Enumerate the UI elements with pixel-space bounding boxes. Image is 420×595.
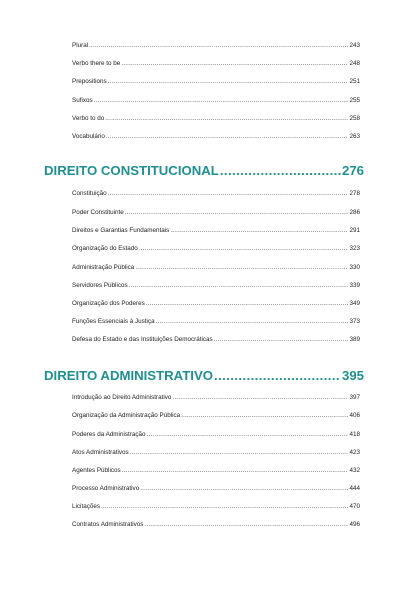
toc-entry[interactable] [72, 410, 360, 420]
toc-entry[interactable] [72, 392, 360, 402]
toc-entry-verbo-there-to-be[interactable] [72, 58, 360, 68]
toc-entry[interactable] [72, 262, 360, 272]
toc-entry-page: 251 [349, 78, 360, 85]
toc-entry-label: Organização do Estado [72, 245, 138, 252]
toc-entry-page: 263 [349, 133, 360, 140]
dot-leader [125, 209, 349, 217]
section-page: 276 [341, 163, 364, 178]
toc-entry[interactable] [72, 188, 360, 198]
toc-entry-page: 418 [349, 431, 360, 438]
toc-entry-page: 470 [349, 503, 360, 510]
dot-leader [105, 115, 348, 123]
dot-leader [156, 318, 349, 326]
toc-entry-label: Organização dos Poderes [72, 300, 145, 307]
dot-leader [146, 300, 349, 308]
toc-entry-verbo-to-do[interactable] [72, 113, 360, 123]
section-heading-constitucional[interactable] [44, 161, 364, 179]
toc-entry-label: Poderes da Administração [72, 431, 146, 438]
toc-entry-label: Sufixos [72, 97, 93, 104]
dot-leader [108, 190, 349, 198]
toc-entry-page: 258 [349, 115, 360, 122]
dot-leader [214, 368, 341, 384]
dot-leader [106, 133, 349, 141]
toc-entry-page: 323 [349, 245, 360, 252]
dot-leader [130, 449, 349, 457]
dot-leader [144, 521, 348, 529]
toc-entry-label: Administração Pública [72, 264, 135, 271]
toc-entry-page: 373 [349, 318, 360, 325]
toc-entry[interactable] [72, 429, 360, 439]
toc-entry-label: Processo Administrativo [72, 485, 140, 492]
dot-leader [101, 503, 348, 511]
toc-entry-page: 243 [349, 42, 360, 49]
toc-entry-label: Licitações [72, 503, 101, 510]
toc-entry-label: Prepositions [72, 78, 107, 85]
section-heading-administrativo[interactable] [44, 366, 364, 384]
toc-entry-label: Funções Essenciais à Justiça [72, 318, 155, 325]
toc-entry-page: 423 [349, 449, 360, 456]
toc-entry-page: 248 [349, 60, 360, 67]
dot-leader [147, 431, 349, 439]
dot-leader [139, 245, 349, 253]
section-title: DIREITO CONSTITUCIONAL [44, 163, 219, 178]
dot-leader [140, 485, 348, 493]
dot-leader [220, 163, 341, 179]
toc-entry-page: 349 [349, 300, 360, 307]
dot-leader [129, 282, 349, 290]
toc-entry[interactable] [72, 298, 360, 308]
toc-entry-label: Vocabulário [72, 133, 105, 140]
toc-entry-page: 389 [349, 336, 360, 343]
toc-entry-label: Servidores Públicos [72, 282, 128, 289]
dot-leader [108, 78, 349, 86]
dot-leader [170, 227, 348, 235]
toc-entry-label: Direitos e Garantias Fundamentais [72, 227, 170, 234]
toc-entry-page: 286 [349, 209, 360, 216]
toc-entry-plural[interactable] [72, 40, 360, 50]
dot-leader [94, 97, 349, 105]
toc-entry-vocabulario[interactable] [72, 131, 360, 141]
toc-entry-label: Constituição [72, 190, 107, 197]
toc-entry-page: 291 [349, 227, 360, 234]
toc-entry[interactable] [72, 483, 360, 493]
toc-entry-page: 444 [349, 485, 360, 492]
toc-entry-label: Verbo to do [72, 115, 105, 122]
dot-leader [89, 42, 348, 50]
toc-entry[interactable] [72, 334, 360, 344]
toc-entry[interactable] [72, 316, 360, 326]
toc-entry-page: 278 [349, 190, 360, 197]
toc-entry-label: Defesa do Estado e das Instituições Democráticas [72, 336, 213, 343]
dot-leader [172, 394, 348, 402]
toc-entry-page: 406 [349, 412, 360, 419]
toc-entry-page: 330 [349, 264, 360, 271]
toc-entry-page: 339 [349, 282, 360, 289]
toc-entry[interactable] [72, 501, 360, 511]
toc-entry-prepositions[interactable] [72, 76, 360, 86]
toc-entry-label: Poder Constituinte [72, 209, 124, 216]
dot-leader [122, 467, 349, 475]
toc-entry-label: Organização da Administração Pública [72, 412, 181, 419]
toc-entry-label: Verbo there to be [72, 60, 121, 67]
dot-leader [181, 412, 348, 420]
toc-entry-label: Atos Administrativos [72, 449, 129, 456]
toc-entry-label: Introdução ao Direito Administrativo [72, 394, 172, 401]
toc-entry-page: 432 [349, 467, 360, 474]
toc-entry-page: 397 [349, 394, 360, 401]
toc-entry[interactable] [72, 243, 360, 253]
dot-leader [135, 264, 348, 272]
toc-entry[interactable] [72, 519, 360, 529]
toc-entry-label: Plural [72, 42, 89, 49]
dot-leader [121, 60, 348, 68]
toc-entry-label: Contratos Administrativos [72, 521, 144, 528]
toc-entry-label: Agentes Públicos [72, 467, 121, 474]
toc-entry-page: 496 [349, 521, 360, 528]
section-page: 395 [341, 368, 364, 383]
toc-entry-sufixos[interactable] [72, 95, 360, 105]
toc-entry[interactable] [72, 447, 360, 457]
dot-leader [214, 336, 349, 344]
section-title: DIREITO ADMINISTRATIVO [44, 368, 213, 383]
toc-entry[interactable] [72, 465, 360, 475]
toc-entry-page: 255 [349, 97, 360, 104]
toc-entry[interactable] [72, 280, 360, 290]
toc-entry[interactable] [72, 225, 360, 235]
toc-entry[interactable] [72, 207, 360, 217]
